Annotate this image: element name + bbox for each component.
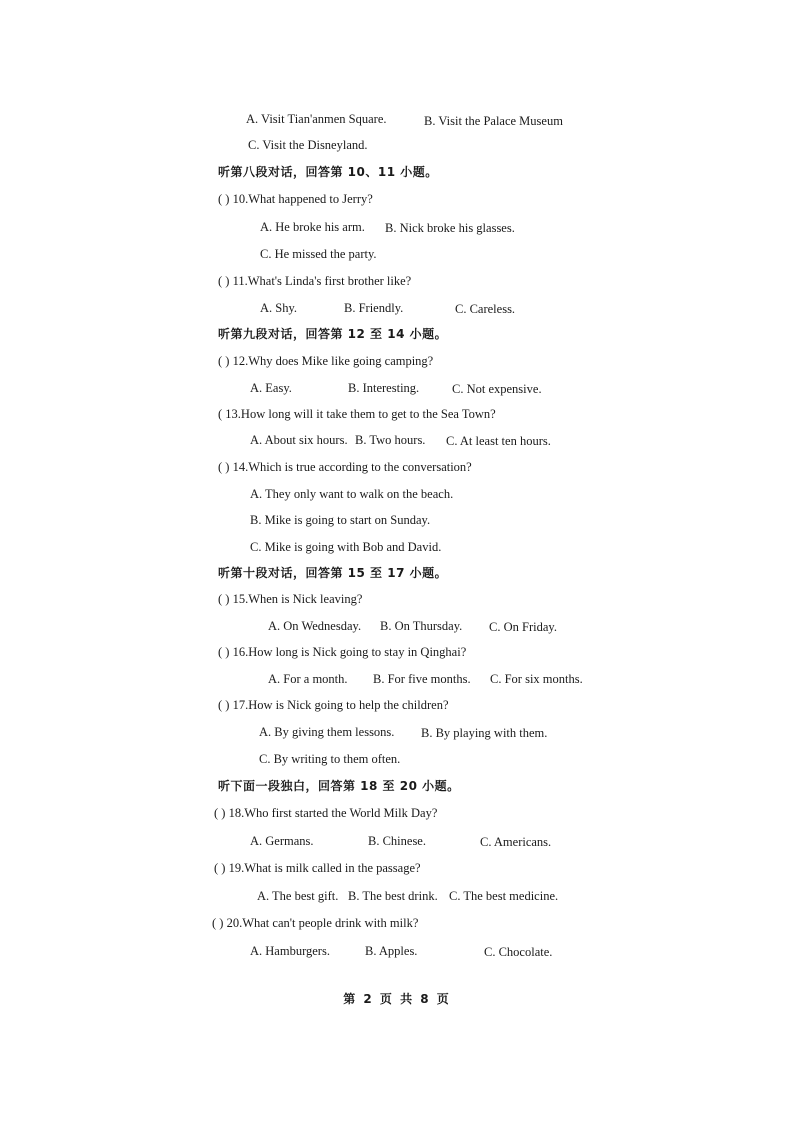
question-16 xyxy=(218,644,466,660)
question-text: 11.What's Linda's first brother like? xyxy=(232,274,412,288)
question-text: 12.Why does Mike like going camping? xyxy=(232,354,434,368)
question-17 xyxy=(218,697,449,713)
q18-option-a: A. Germans. xyxy=(250,834,314,848)
question-text: 17.How is Nick going to help the children? xyxy=(232,698,449,712)
question-11 xyxy=(218,273,411,289)
section-heading-monologue: 听下面一段独白，回答第 18 至 20 小题。 xyxy=(218,779,460,793)
answer-bracket[interactable]: ( xyxy=(218,407,226,421)
question-19 xyxy=(214,860,421,876)
answer-bracket[interactable]: ( ) xyxy=(218,645,230,659)
question-15 xyxy=(218,591,362,607)
section-heading-8: 听第八段对话，回答第 10、11 小题。 xyxy=(218,165,438,179)
question-10 xyxy=(218,191,373,207)
q17-option-b: B. By playing with them. xyxy=(421,726,548,740)
q19-option-b: B. The best drink. xyxy=(348,889,438,903)
q12-option-c: C. Not expensive. xyxy=(452,382,542,396)
question-text: 13.How long will it take them to get to the Sea Town? xyxy=(225,407,496,421)
q19-option-a: A. The best gift. xyxy=(257,889,339,903)
q14-option-b: B. Mike is going to start on Sunday. xyxy=(250,513,431,527)
question-text: 18.Who first started the World Milk Day? xyxy=(228,806,438,820)
answer-bracket[interactable]: ( ) xyxy=(218,192,230,206)
question-18 xyxy=(214,805,437,821)
q11-option-b: B. Friendly. xyxy=(344,301,404,315)
question-text: 16.How long is Nick going to stay in Qinghai? xyxy=(232,645,467,659)
q17-option-a: A. By giving them lessons. xyxy=(259,725,395,739)
section-heading-9: 听第九段对话，回答第 12 至 14 小题。 xyxy=(218,327,448,341)
page-number: 第 2 页 共 8 页 xyxy=(343,992,451,1006)
q16-option-c: C. For six months. xyxy=(490,672,583,686)
q18-option-b: B. Chinese. xyxy=(368,834,426,848)
question-text: 14.Which is true according to the conversation? xyxy=(232,460,472,474)
q14-option-a: A. They only want to walk on the beach. xyxy=(250,487,454,501)
q20-option-a: A. Hamburgers. xyxy=(250,944,330,958)
q9-option-c: C. Visit the Disneyland. xyxy=(248,138,368,152)
q20-option-b: B. Apples. xyxy=(365,944,418,958)
answer-bracket[interactable]: ( ) xyxy=(218,354,230,368)
answer-bracket[interactable]: ( ) xyxy=(218,698,230,712)
q15-option-a: A. On Wednesday. xyxy=(268,619,362,633)
q11-option-c: C. Careless. xyxy=(455,302,516,316)
q9-option-b: B. Visit the Palace Museum xyxy=(424,114,563,128)
question-14 xyxy=(218,459,472,475)
q13-option-b: B. Two hours. xyxy=(355,433,426,447)
q12-option-b: B. Interesting. xyxy=(348,381,420,395)
question-20 xyxy=(212,915,418,931)
q12-option-a: A. Easy. xyxy=(250,381,292,395)
q15-option-b: B. On Thursday. xyxy=(380,619,463,633)
q20-option-c: C. Chocolate. xyxy=(484,945,553,959)
question-13 xyxy=(218,406,496,422)
q16-option-b: B. For five months. xyxy=(373,672,471,686)
answer-bracket[interactable]: ( ) xyxy=(214,806,226,820)
answer-bracket[interactable]: ( ) xyxy=(218,274,230,288)
q15-option-c: C. On Friday. xyxy=(489,620,557,634)
q11-option-a: A. Shy. xyxy=(260,301,298,315)
q10-option-a: A. He broke his arm. xyxy=(260,220,365,234)
answer-bracket[interactable]: ( ) xyxy=(218,460,230,474)
question-text: 10.What happened to Jerry? xyxy=(232,192,373,206)
q14-option-c: C. Mike is going with Bob and David. xyxy=(250,540,442,554)
q16-option-a: A. For a month. xyxy=(268,672,348,686)
q19-option-c: C. The best medicine. xyxy=(449,889,559,903)
answer-bracket[interactable]: ( ) xyxy=(212,916,224,930)
q18-option-c: C. Americans. xyxy=(480,835,552,849)
q10-option-b: B. Nick broke his glasses. xyxy=(385,221,515,235)
q9-option-a: A. Visit Tian'anmen Square. xyxy=(246,112,387,126)
section-heading-10: 听第十段对话，回答第 15 至 17 小题。 xyxy=(218,566,448,580)
question-text: 19.What is milk called in the passage? xyxy=(228,861,421,875)
q13-option-c: C. At least ten hours. xyxy=(446,434,551,448)
question-text: 20.What can't people drink with milk? xyxy=(226,916,419,930)
q17-option-c: C. By writing to them often. xyxy=(259,752,401,766)
answer-bracket[interactable]: ( ) xyxy=(214,861,226,875)
question-12 xyxy=(218,353,433,369)
answer-bracket[interactable]: ( ) xyxy=(218,592,230,606)
question-text: 15.When is Nick leaving? xyxy=(232,592,363,606)
q13-option-a: A. About six hours. xyxy=(250,433,348,447)
q10-option-c: C. He missed the party. xyxy=(260,247,377,261)
